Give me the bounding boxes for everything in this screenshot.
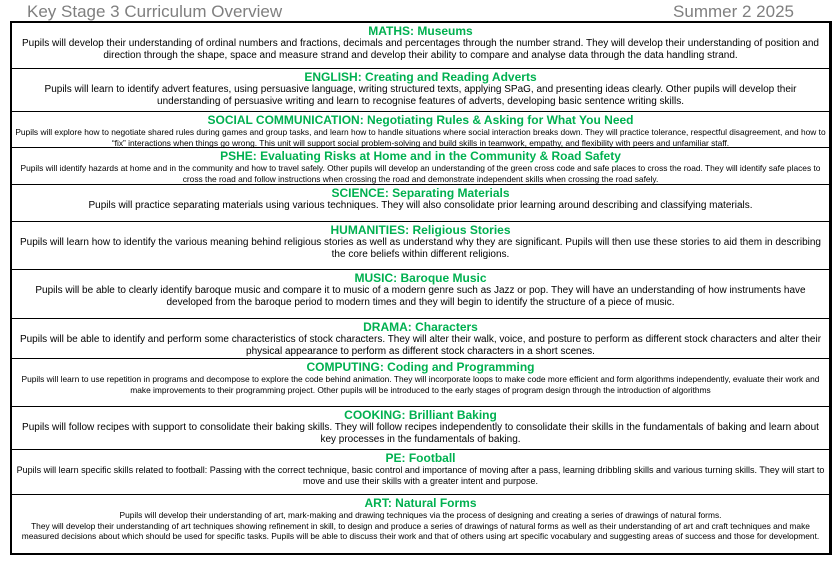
subject-heading: COMPUTING: Coding and Programming: [306, 360, 535, 374]
subject-heading: MUSIC: Baroque Music: [354, 271, 487, 285]
subject-row-drama: [12, 318, 829, 358]
subject-row-cooking: [12, 406, 829, 449]
subject-heading: MATHS: Museums: [368, 24, 473, 38]
subject-description: Pupils will develop their understanding of ordinal numbers and fractions, decimals and percentages through the number strand. They will develop their understanding of position and direction through the shape, space and measure strand and develop their ability to compare and analyse data through the data handling strand.: [22, 38, 819, 61]
subject-heading: DRAMA: Characters: [363, 320, 478, 334]
subject-heading: HUMANITIES: Religious Stories: [330, 223, 511, 237]
subject-description: Pupils will learn to use repetition in programs and decompose to explore the code behind animation. They will incorporate loops to make code more efficient and form algorithms independently, evaluate their work and make improvements to their programming project. Other pupils will be introduced to the early stages of program design through the introduction of algorithms: [21, 374, 820, 395]
subject-description: Pupils will be able to identify and perform some characteristics of stock characters. They will alter their walk, voice, and posture to perform as different stock characters and alter their physical appearance to perform as different stock characters in a short scenes.: [19, 334, 822, 357]
subject-row-music: [12, 269, 829, 318]
subject-row-art: [12, 494, 829, 553]
subject-row-pe: [12, 449, 829, 494]
subject-description: Pupils will learn specific skills related to football: Passing with the correct technique, basic control and importance of moving after a pass, learning dribbling skills and various turning skills. They will start to move and use their skills with a greater intent and purpose.: [16, 465, 825, 486]
subject-heading: SCIENCE: Separating Materials: [331, 186, 510, 200]
subject-row-english: [12, 68, 829, 111]
subject-heading: COOKING: Brilliant Baking: [344, 408, 497, 422]
subject-description: Pupils will identify hazards at home and in the community and how to travel safely. Other pupils will develop an understanding of the green cross code and safe places to cross the road. They will identify safe places to cross the road and follow instructions when crossing the road and demonstrate independent skills when crossing the road safely.: [20, 163, 821, 184]
subject-row-social-communication: [12, 111, 829, 147]
subject-heading: SOCIAL COMMUNICATION: Negotiating Rules & Asking for What You Need: [207, 113, 634, 127]
subject-heading: ART: Natural Forms: [364, 496, 477, 510]
document-title: Key Stage 3 Curriculum Overview: [27, 2, 283, 21]
subject-row-science: [12, 184, 829, 221]
subject-heading: PSHE: Evaluating Risks at Home and in the Community & Road Safety: [220, 149, 621, 163]
page-header: [27, 2, 794, 22]
subject-description: Pupils will develop their understanding of art, mark-making and drawing techniques via the process of designing and creating a series of drawings of natural forms.: [119, 510, 722, 520]
subject-description: Pupils will learn to identify advert features, using persuasive language, writing structured texts, applying SPaG, and presenting ideas clearly. Other pupils will develop their understanding of persuasive writing and learn to recognise features of adverts, developing basic sentence writing skills.: [44, 84, 797, 107]
subject-description: Pupils will learn how to identify the various meaning behind religious stories as well as understand why they are significant. Pupils will then use these stories to aid them in describing the core beliefs within different religions.: [20, 237, 821, 260]
subject-row-computing: [12, 358, 829, 406]
subject-description: Pupils will follow recipes with support to consolidate their baking skills. They will follow recipes independently to consolidate their skills in the fundamentals of baking and learn about key processes in the fundamentals of baking.: [22, 422, 819, 445]
subject-description: Pupils will practice separating materials using various techniques. They will also consolidate prior learning around describing and classifying materials.: [88, 200, 753, 211]
subject-row-maths: [12, 23, 829, 68]
subject-heading: ENGLISH: Creating and Reading Adverts: [304, 70, 537, 84]
subject-row-pshe: [12, 147, 829, 184]
subject-row-humanities: [12, 221, 829, 269]
subject-description: Pupils will explore how to negotiate shared rules during games and group tasks, and learn how to handle situations where social interaction breaks down. They will practice tolerance, respectful disagreement, and how to “fix” interactions when things go wrong. This unit will support social problem-solving and build skills in teamwork, empathy, and flexibility with peers and unfamiliar staff.: [15, 127, 826, 147]
subject-heading: PE: Football: [385, 451, 456, 465]
term-label: Summer 2 2025: [673, 2, 794, 21]
subject-description: Pupils will be able to clearly identify baroque music and compare it to music of a modern genre such as Jazz or pop. They will have an understanding of how instruments have developed from the baroque period to modern times and they will begin to identify the structure of a piece of music.: [35, 285, 806, 308]
curriculum-table: [10, 21, 832, 555]
subject-description: They will develop their understanding of art techniques showing refinement in skill, to design and produce a series of drawings of natural forms as well as their understanding of art and craft techniques and make measured decisions about which should be used for specific tasks. Pupils will be able to discuss their work and that of others using art specific vocabulary and suggesting areas of success and those for development.: [21, 520, 820, 541]
